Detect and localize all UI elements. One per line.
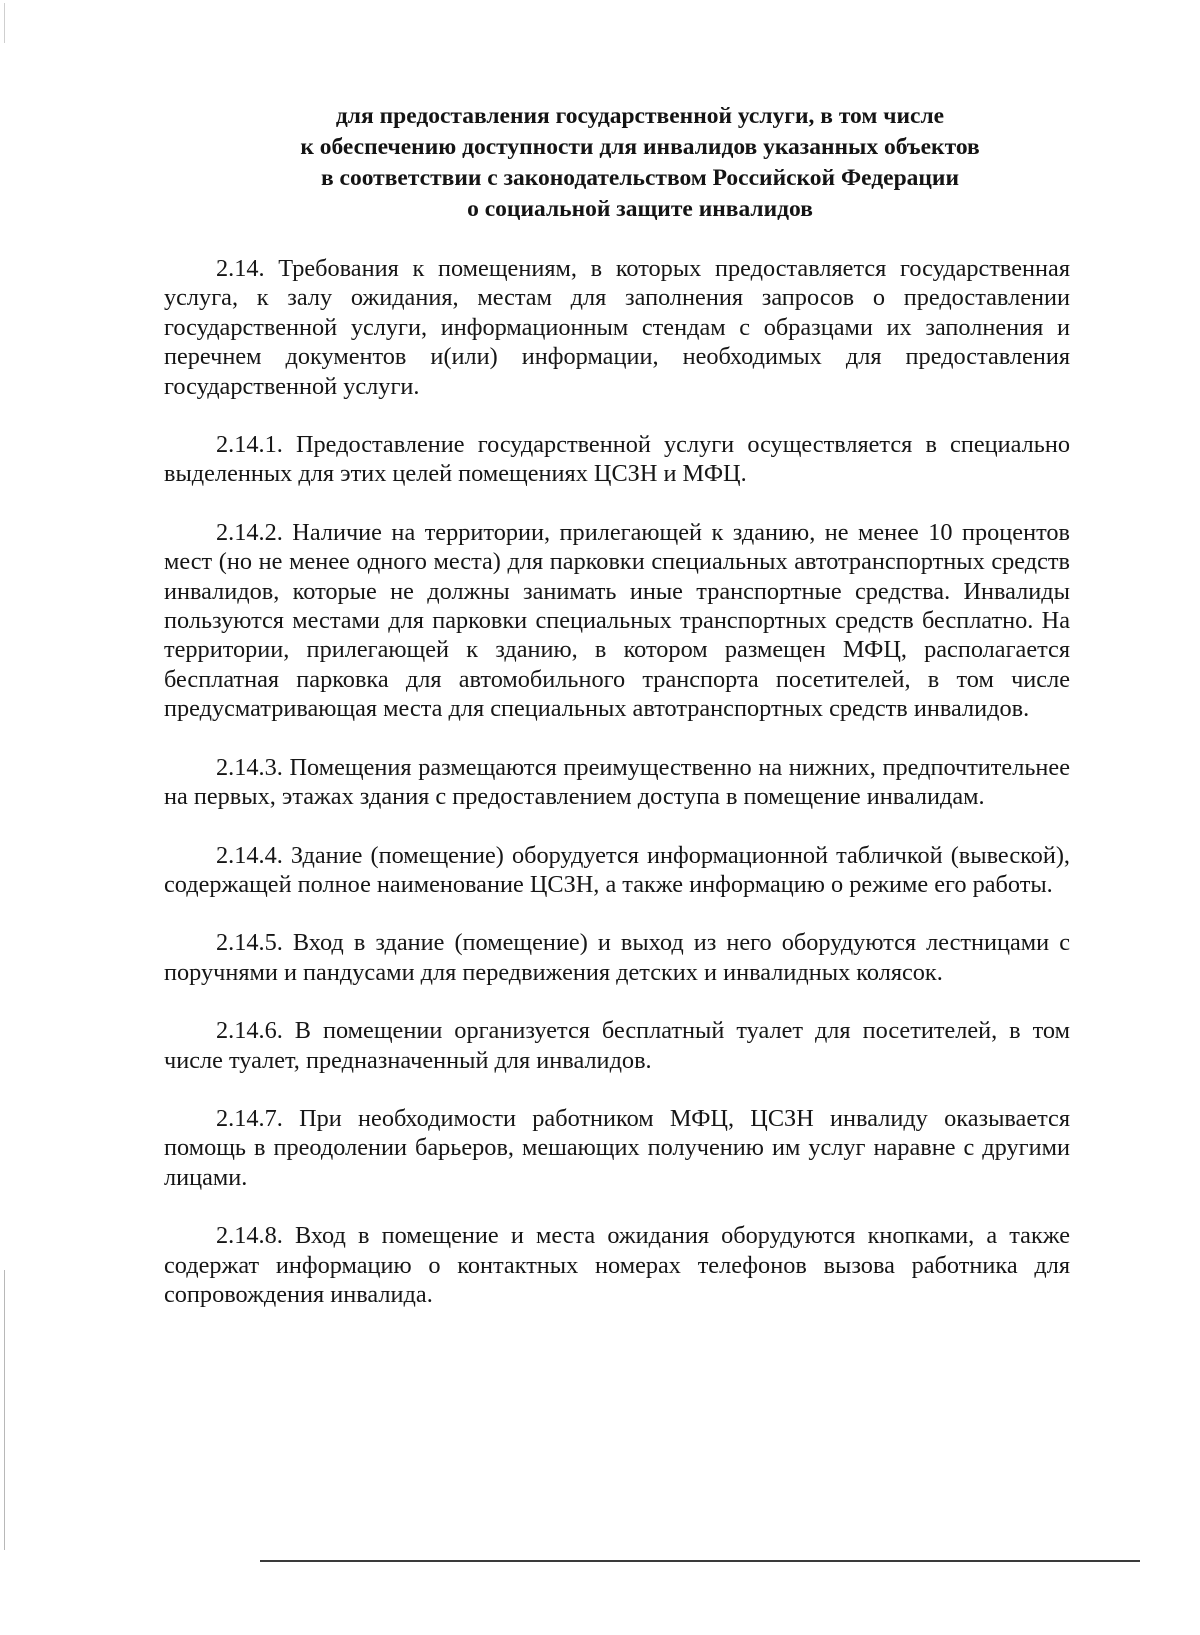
paragraph-2-14-1: 2.14.1. Предоставление государственной услуги осуществляется в специально выделенных для этих целей помещениях ЦСЗН и МФЦ. — [164, 431, 1070, 488]
section-heading — [160, 101, 1120, 225]
document-body — [164, 254, 1070, 1309]
paragraph-2-14-5: 2.14.5. Вход в здание (помещение) и выход из него оборудуются лестницами с поручнями и пандусами для передвижения детских и инвалидных колясок. — [164, 929, 1070, 986]
paragraph-2-14-7: 2.14.7. При необходимости работником МФЦ, ЦСЗН инвалиду оказывается помощь в преодолении барьеров, мешающих получению им услуг наравне с другими лицами. — [164, 1104, 1070, 1191]
paragraph-2-14-8: 2.14.8. Вход в помещение и места ожидания оборудуются кнопками, а также содержат информацию о контактных номерах телефонов вызова работника для сопровождения инвалида. — [164, 1222, 1070, 1308]
paragraph-2-14-3: 2.14.3. Помещения размещаются преимущественно на нижних, предпочтительнее на первых, этажах здания с предоставлением доступа в помещение инвалидам. — [164, 753, 1070, 811]
paragraph-2-14-2: 2.14.2. Наличие на территории, прилегающей к зданию, не менее 10 процентов мест (но не менее одного места) для парковки специальных автотранспортных средств инвалидов, которые не должны занимать иные транспортные средства. Инвалиды пользуются местами для парковки специальных транспортных средств бесплатно. На территории, прилегающей к зданию, в котором размещен МФЦ, располагается бесплатная парковка для автомобильного транспорта посетителей, в том числе предусматривающая места для специальных автотранспортных средств инвалидов. — [164, 518, 1070, 723]
heading-line: о социальной защите инвалидов — [467, 196, 813, 222]
heading-line: для предоставления государственной услуги, в том числе — [335, 103, 945, 129]
heading-line: в соответствии с законодательством Российской Федерации — [320, 165, 960, 191]
paragraph-2-14-6: 2.14.6. В помещении организуется бесплатный туалет для посетителей, в том числе туалет, предназначенный для инвалидов. — [164, 1017, 1070, 1074]
paragraph-2-14-4: 2.14.4. Здание (помещение) оборудуется информационной табличкой (вывеской), содержащей полное наименование ЦСЗН, а также информацию о режиме его работы. — [164, 841, 1070, 898]
paragraph-2-14: 2.14. Требования к помещениям, в которых предоставляется государственная услуга, к залу ожидания, местам для заполнения запросов о предоставлении государственной услуги, информационным стендам с образцами их заполнения и перечнем документов и(или) информации, необходимых для предоставления государственной услуги. — [164, 255, 1070, 400]
heading-line: к обеспечению доступности для инвалидов указанных объектов — [300, 134, 980, 160]
scan-edge-mark — [4, 1270, 5, 1550]
scan-edge-mark — [260, 1560, 1140, 1562]
scan-edge-mark — [4, 3, 5, 43]
